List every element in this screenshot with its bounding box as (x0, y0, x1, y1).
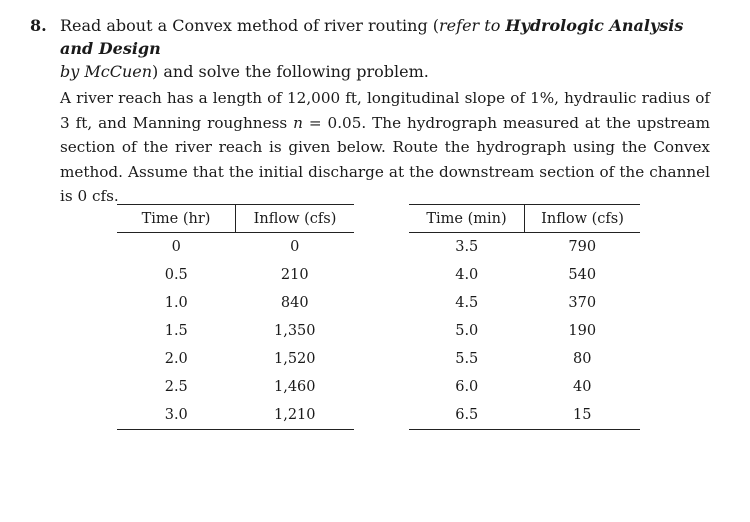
time-cell: 4.0 (455, 267, 479, 283)
hydrograph-table-right (409, 204, 640, 430)
column-header-inflow: Inflow (cfs) (253, 210, 337, 227)
inflow-cell: 1,210 (273, 407, 316, 423)
time-cell: 2.0 (164, 351, 188, 367)
time-cell: 6.0 (455, 379, 479, 395)
inflow-cell: 840 (280, 295, 309, 311)
hydrograph-table-left (117, 204, 354, 430)
inflow-cell: 15 (573, 407, 592, 423)
table-header-row (409, 205, 640, 233)
table-row (409, 261, 640, 289)
table-row (117, 401, 354, 430)
inflow-cell: 1,460 (273, 379, 316, 395)
intro-refer: refer to (439, 16, 506, 35)
intro-after: ) and solve the following problem. (152, 62, 429, 81)
inflow-cell: 190 (568, 323, 597, 339)
table-row (409, 373, 640, 401)
time-cell: 6.5 (455, 407, 479, 423)
table-row (117, 317, 354, 345)
problem-statement (60, 86, 710, 209)
inflow-cell: 540 (568, 267, 597, 283)
column-header-inflow: Inflow (cfs) (541, 210, 624, 227)
column-header-time: Time (hr) (117, 205, 236, 233)
table-row (117, 373, 354, 401)
inflow-cell: 0 (290, 239, 300, 255)
problem-heading (30, 14, 720, 83)
table-row (117, 233, 354, 262)
statement-part-2: = 0.05. The hydrograph measured at the upstream section of the river reach is given below. Route the hydrograph using the Convex method. Assume that the initial discharge at the downstream section of the channel is 0 cfs. (60, 113, 710, 205)
table-row (409, 345, 640, 373)
problem-intro (60, 14, 720, 83)
inflow-cell: 210 (280, 267, 309, 283)
intro-author: by McCuen (60, 62, 153, 81)
time-cell: 1.5 (164, 323, 188, 339)
time-cell: 1.0 (164, 295, 188, 311)
time-cell: 5.0 (455, 323, 479, 339)
table-row (409, 401, 640, 430)
time-cell: 2.5 (164, 379, 188, 395)
table-row (117, 261, 354, 289)
table-header-row (117, 205, 354, 233)
inflow-cell: 1,520 (273, 351, 316, 367)
intro-before: Read about a Convex method of river routing ( (60, 16, 440, 35)
inflow-cell: 370 (568, 295, 597, 311)
inflow-cell: 1,350 (273, 323, 316, 339)
statement-part-1: A river reach has a length of 12,000 ft, longitudinal slope of 1%, hydraulic radius of 3 ft, and Manning roughness (60, 89, 710, 132)
table-row (117, 289, 354, 317)
column-header-time: Time (min) (409, 205, 525, 233)
time-cell: 4.5 (455, 295, 479, 311)
inflow-cell: 40 (573, 379, 592, 395)
time-cell: 3.0 (164, 407, 188, 423)
manning-n-symbol: n (293, 113, 303, 132)
table-row (409, 289, 640, 317)
book-title: Hydrologic Analysis and Design (60, 16, 684, 58)
inflow-cell: 80 (573, 351, 592, 367)
table-row (409, 317, 640, 345)
time-cell: 3.5 (455, 239, 479, 255)
table-row (117, 345, 354, 373)
table-row (409, 233, 640, 262)
time-cell: 0.5 (164, 267, 188, 283)
time-cell: 0 (171, 239, 181, 255)
inflow-cell: 790 (568, 239, 597, 255)
problem-number: 8. (30, 16, 47, 35)
time-cell: 5.5 (455, 351, 479, 367)
